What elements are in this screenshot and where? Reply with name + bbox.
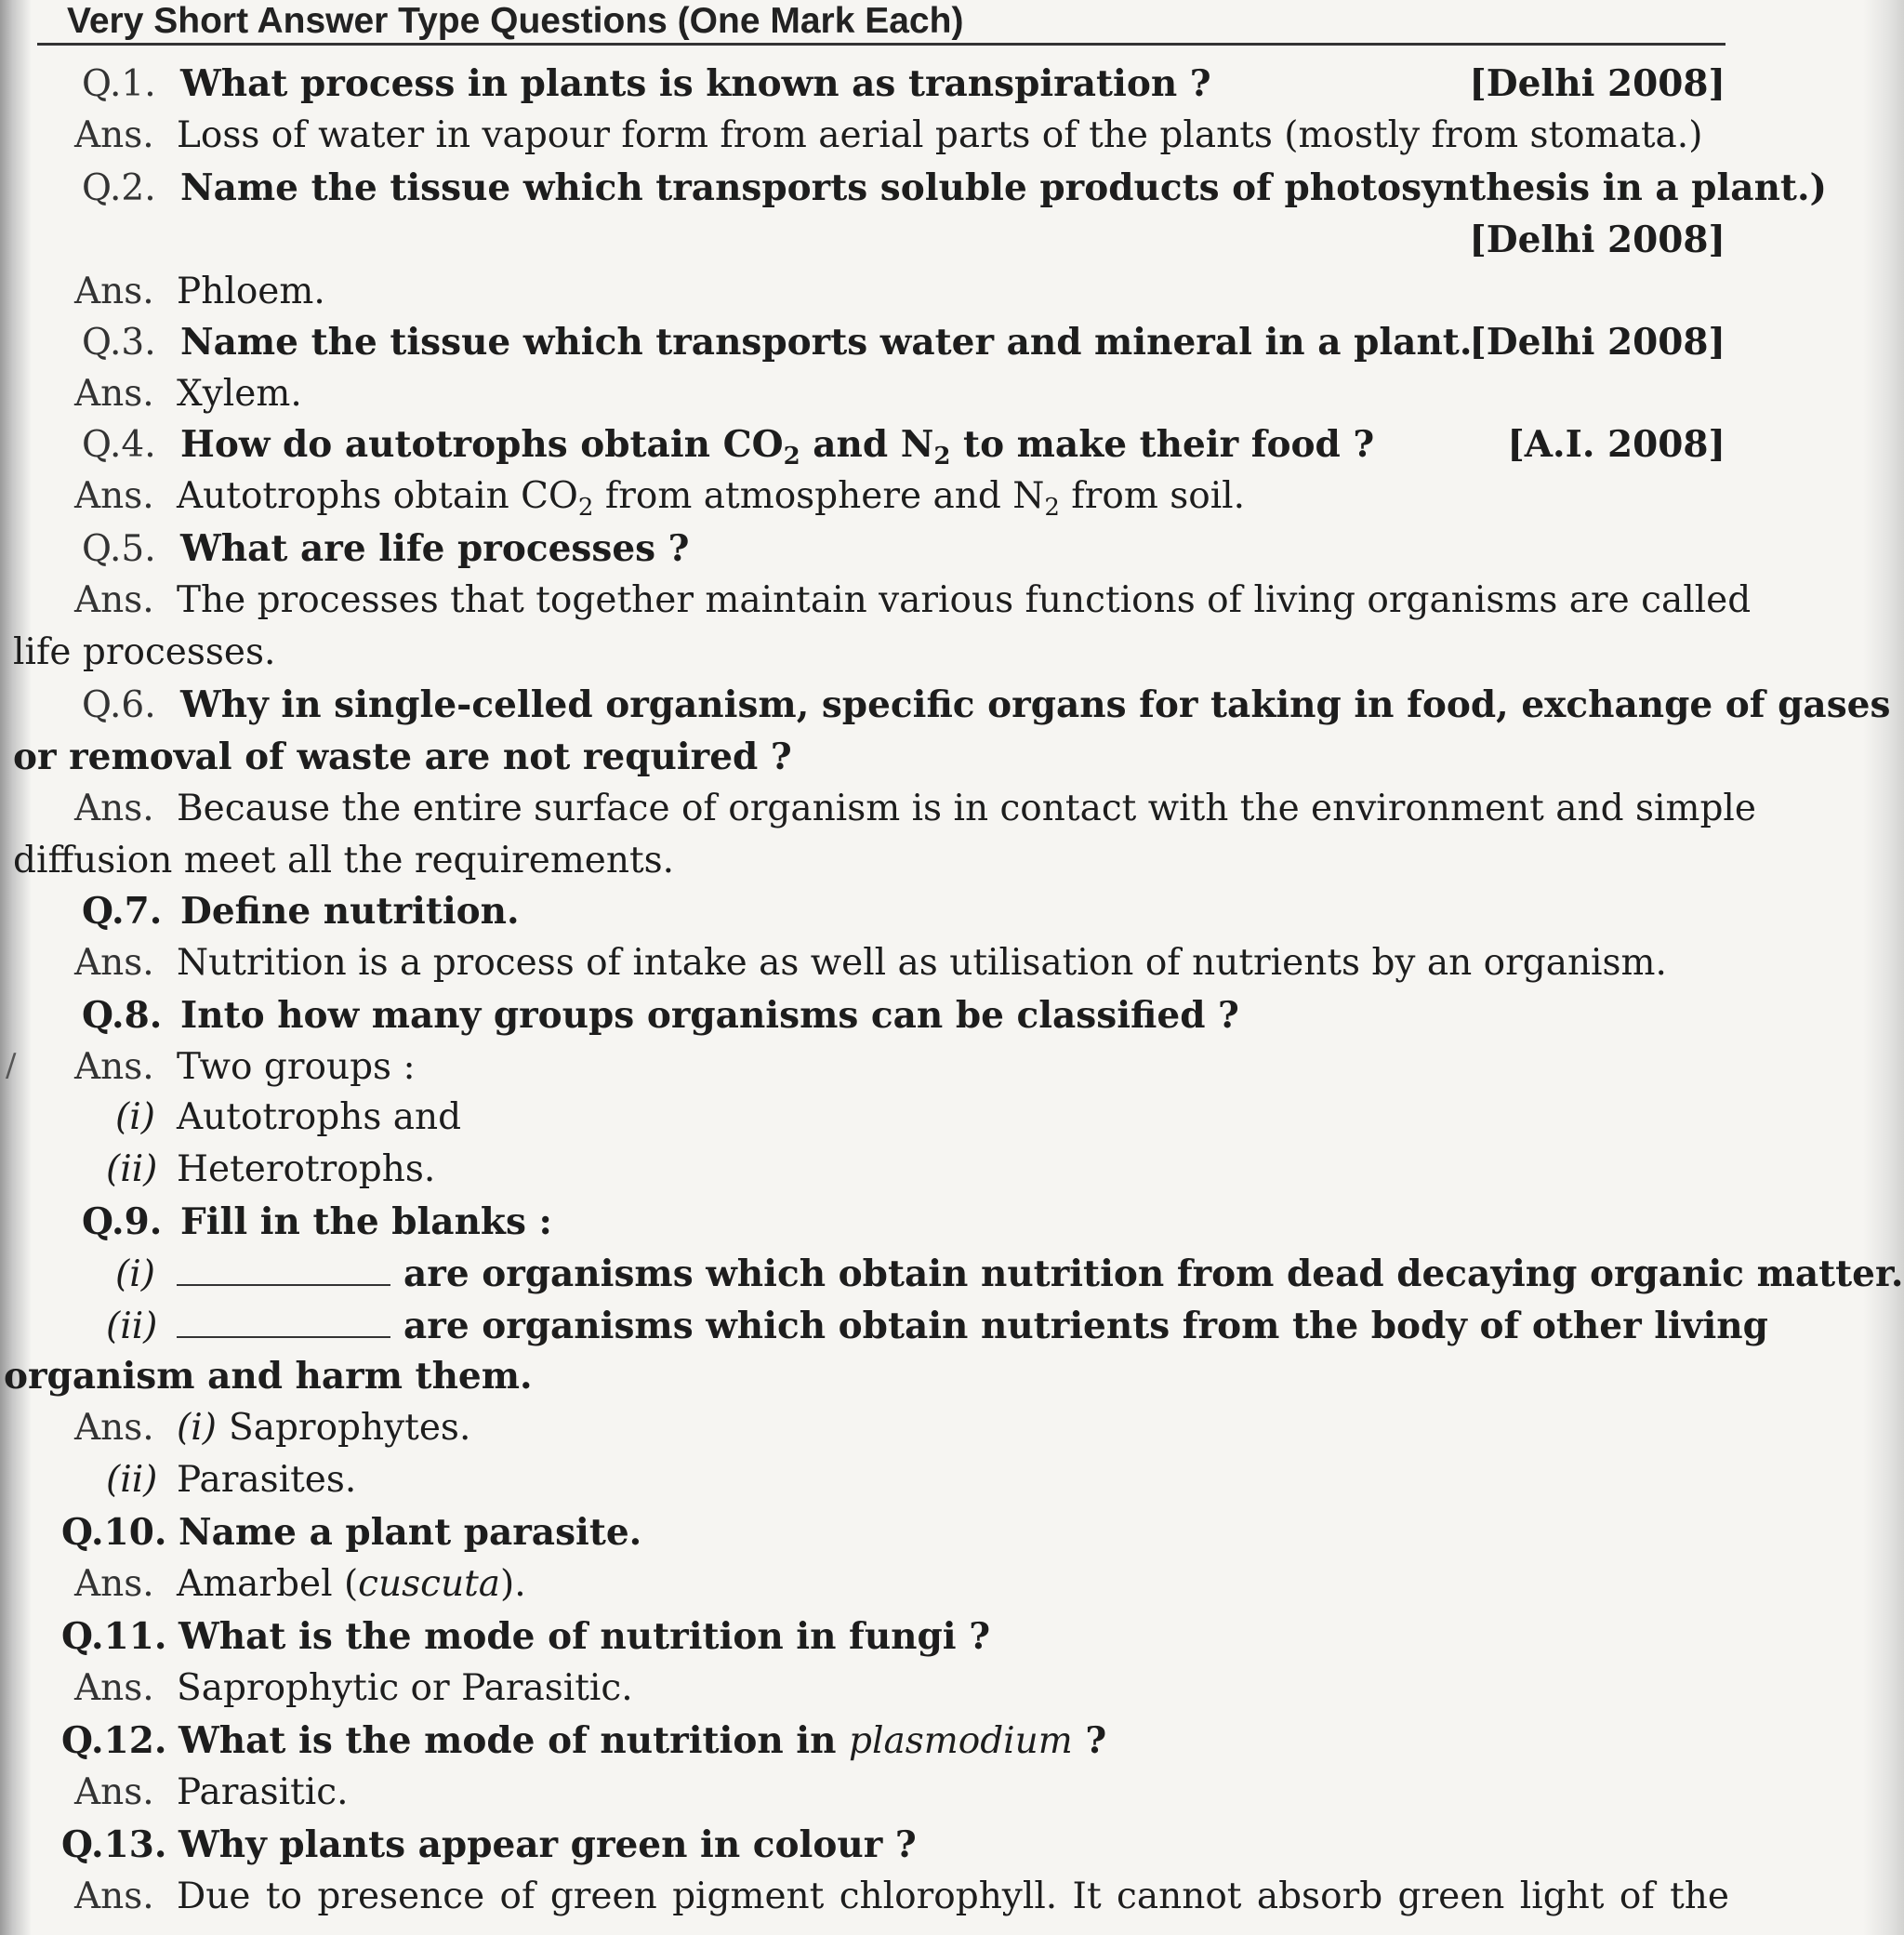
answer-text: Saprophytic or Parasitic. bbox=[177, 1667, 633, 1709]
list-text: are organisms which obtain nutrients from the body of other living bbox=[403, 1305, 1768, 1347]
answer-8 bbox=[74, 1045, 416, 1090]
pen-mark: / bbox=[6, 1047, 17, 1084]
question-5 bbox=[82, 526, 690, 572]
question-text: What is the mode of nutrition in fungi ? bbox=[178, 1615, 991, 1658]
subscript: 2 bbox=[933, 443, 951, 470]
list-label: (ii) bbox=[106, 1305, 158, 1347]
question-text: What is the mode of nutrition in bbox=[178, 1719, 850, 1762]
question-label: Q.11. bbox=[61, 1615, 167, 1658]
answer-text: Xylem. bbox=[177, 373, 302, 415]
question-9 bbox=[82, 1199, 552, 1244]
question-text: Why in single-celled organism, specific organs for taking in food, exchange of gases bbox=[180, 683, 1891, 726]
question-label: Q.1. bbox=[82, 63, 156, 105]
answer-4 bbox=[74, 474, 1246, 522]
answer-label: Ans. bbox=[74, 788, 154, 829]
section-heading: Very Short Answer Type Questions (One Mark Each) bbox=[67, 1, 964, 41]
question-text: Fill in the blanks : bbox=[180, 1200, 552, 1243]
list-label: (i) bbox=[115, 1096, 155, 1138]
list-text: are organisms which obtain nutrition from dead decaying organic matter. bbox=[403, 1252, 1904, 1295]
answer-label: Ans. bbox=[74, 475, 154, 517]
answer-11 bbox=[74, 1666, 633, 1711]
answer-2 bbox=[74, 270, 325, 314]
question-text: What process in plants is known as transpiration ? bbox=[180, 62, 1211, 105]
question-9-item-1 bbox=[115, 1252, 1904, 1297]
answer-text: Due to presence of green pigment chlorophyll. It cannot absorb green light of the bbox=[177, 1875, 1729, 1917]
answer-italic-text: cuscuta bbox=[358, 1563, 501, 1605]
answer-label: Ans. bbox=[74, 1667, 154, 1709]
answer-3 bbox=[74, 372, 302, 417]
blank-line bbox=[177, 1256, 390, 1286]
question-text: Why plants appear green in colour ? bbox=[178, 1823, 917, 1866]
question-italic-text: plasmodium bbox=[849, 1720, 1073, 1762]
answer-label: Ans. bbox=[74, 1771, 154, 1813]
question-text: Name the tissue which transports water and mineral in a plant. bbox=[180, 321, 1473, 364]
answer-text: ). bbox=[500, 1563, 526, 1605]
answer-text: Autotrophs obtain CO bbox=[177, 475, 578, 517]
answer-5-line-2: life processes. bbox=[13, 631, 276, 673]
list-text: Autotrophs and bbox=[177, 1096, 462, 1138]
answer-label: Ans. bbox=[74, 942, 154, 984]
subscript: 2 bbox=[577, 494, 594, 522]
question-2-reference: [Delhi 2008] bbox=[1469, 219, 1726, 261]
question-11 bbox=[61, 1614, 990, 1659]
question-text: to make their food ? bbox=[950, 423, 1375, 466]
answer-label: Ans. bbox=[74, 1563, 154, 1605]
answer-text: Because the entire surface of organism is in contact with the environment and simple bbox=[177, 788, 1756, 829]
answer-12 bbox=[74, 1770, 349, 1815]
answer-13 bbox=[74, 1875, 1729, 1919]
question-4-reference: [A.I. 2008] bbox=[1507, 423, 1726, 466]
answer-9-item-1 bbox=[74, 1406, 470, 1451]
question-label: Q.8. bbox=[82, 994, 163, 1037]
question-text: How do autotrophs obtain CO bbox=[180, 423, 784, 466]
question-10 bbox=[61, 1510, 641, 1555]
subscript: 2 bbox=[1044, 494, 1060, 522]
heading-rule bbox=[37, 43, 1726, 46]
question-1 bbox=[82, 61, 1211, 107]
question-label: Q.9. bbox=[82, 1200, 163, 1243]
answer-label: Ans. bbox=[74, 579, 154, 621]
answer-8-item-1 bbox=[115, 1095, 461, 1140]
answer-text: Loss of water in vapour form from aerial parts of the plants (mostly from stomata.) bbox=[177, 114, 1703, 156]
answer-label: Ans. bbox=[74, 373, 154, 415]
question-label: Q.10. bbox=[61, 1511, 167, 1554]
question-text: Name a plant parasite. bbox=[178, 1511, 642, 1554]
answer-text: Two groups : bbox=[177, 1046, 416, 1088]
answer-label: Ans. bbox=[74, 114, 154, 156]
answer-1 bbox=[74, 113, 1726, 158]
answer-label: Ans. bbox=[74, 271, 154, 312]
list-text: Parasites. bbox=[177, 1459, 357, 1501]
answer-text: Nutrition is a process of intake as well as utilisation of nutrients by an organism. bbox=[177, 942, 1667, 984]
list-label: (ii) bbox=[106, 1459, 158, 1501]
question-7 bbox=[82, 889, 520, 934]
question-label: Q.5. bbox=[82, 528, 156, 570]
answer-label: Ans. bbox=[74, 1046, 154, 1088]
question-6-line-2: or removal of waste are not required ? bbox=[13, 736, 792, 778]
answer-label: Ans. bbox=[74, 1407, 154, 1449]
question-1-reference: [Delhi 2008] bbox=[1469, 62, 1726, 105]
question-12 bbox=[61, 1718, 1106, 1764]
question-text: Define nutrition. bbox=[180, 890, 520, 933]
question-label: Q.13. bbox=[61, 1823, 167, 1866]
question-text: What are life processes ? bbox=[180, 527, 690, 570]
question-3-reference: [Delhi 2008] bbox=[1469, 321, 1726, 364]
question-9-item-2-line-2: organism and harm them. bbox=[4, 1355, 533, 1398]
answer-6-line-1 bbox=[74, 787, 1756, 831]
list-label: (i) bbox=[115, 1253, 155, 1295]
question-2 bbox=[82, 166, 1827, 211]
question-3 bbox=[82, 320, 1472, 365]
question-label: Q.4. bbox=[82, 424, 156, 466]
list-text: Heterotrophs. bbox=[177, 1148, 436, 1190]
question-label: Q.6. bbox=[82, 684, 156, 726]
answer-6-line-2: diffusion meet all the requirements. bbox=[13, 840, 675, 881]
question-text: Into how many groups organisms can be classified ? bbox=[180, 994, 1239, 1037]
answer-text: The processes that together maintain various functions of living organisms are called bbox=[177, 579, 1752, 621]
question-label: Q.12. bbox=[61, 1719, 167, 1762]
answer-10 bbox=[74, 1562, 526, 1607]
answer-text: from soil. bbox=[1059, 475, 1246, 517]
question-9-item-2 bbox=[106, 1304, 1768, 1349]
question-8 bbox=[82, 993, 1239, 1038]
answer-text: Amarbel ( bbox=[177, 1563, 359, 1605]
answer-8-item-2 bbox=[106, 1147, 435, 1192]
question-text: Name the tissue which transports soluble products of photosynthesis in a plant.) bbox=[180, 166, 1827, 209]
subscript: 2 bbox=[783, 443, 800, 470]
list-label: (ii) bbox=[106, 1148, 158, 1190]
answer-9-item-2 bbox=[106, 1458, 356, 1503]
answer-7 bbox=[74, 941, 1667, 986]
question-text: ? bbox=[1072, 1719, 1107, 1762]
answer-5-line-1 bbox=[74, 578, 1752, 623]
list-text: Saprophytes. bbox=[229, 1407, 471, 1449]
question-6-line-1 bbox=[82, 683, 1891, 728]
blank-line bbox=[177, 1308, 390, 1338]
answer-text: Phloem. bbox=[177, 271, 325, 312]
question-label: Q.7. bbox=[82, 890, 163, 933]
question-label: Q.2. bbox=[82, 167, 156, 209]
answer-label: Ans. bbox=[74, 1875, 154, 1917]
question-13 bbox=[61, 1822, 917, 1867]
answer-text: from atmosphere and N bbox=[593, 475, 1045, 517]
question-text: and N bbox=[800, 423, 934, 466]
list-label: (i) bbox=[177, 1407, 217, 1449]
answer-text: Parasitic. bbox=[177, 1771, 349, 1813]
question-4 bbox=[82, 422, 1374, 468]
question-label: Q.3. bbox=[82, 322, 156, 364]
